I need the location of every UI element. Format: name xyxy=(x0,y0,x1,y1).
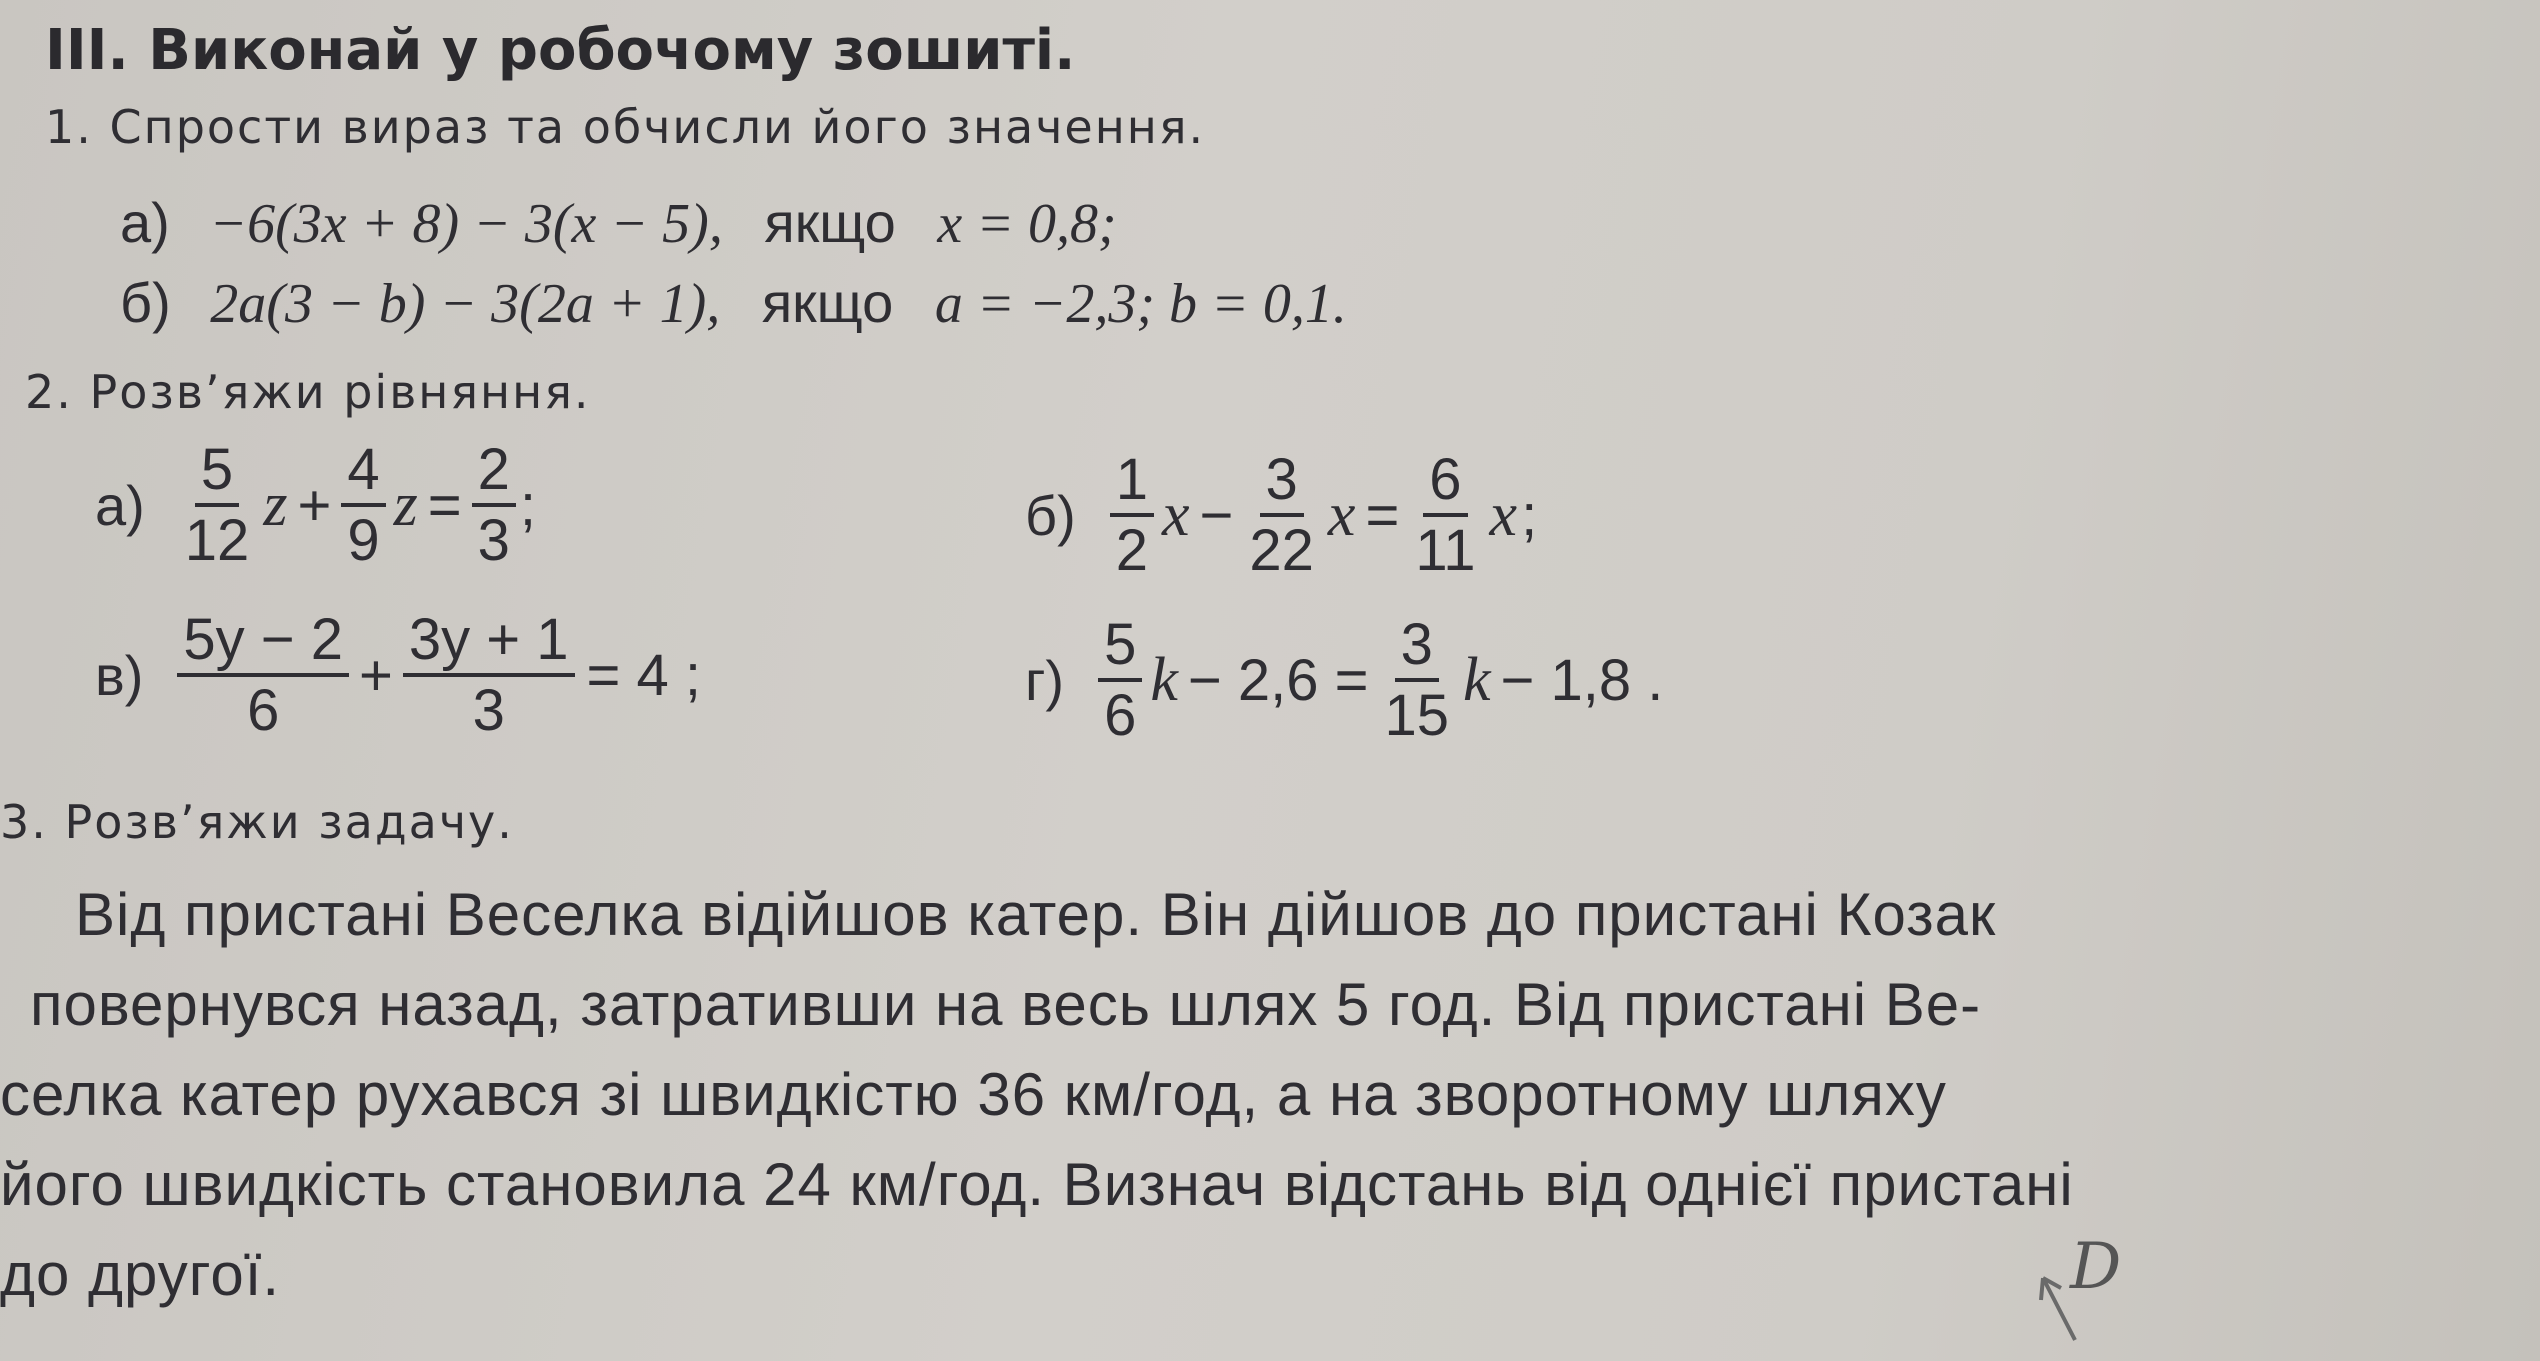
numerator: 4 xyxy=(341,440,385,507)
numerator: 3 xyxy=(1260,450,1304,517)
numerator: 5 xyxy=(195,440,239,507)
problem-line: повернувся назад, затративши на весь шлях 5 год. Від пристані Ве- xyxy=(30,971,1982,1038)
variable: x xyxy=(1327,480,1356,549)
pencil-arrow-icon xyxy=(2035,1270,2095,1350)
item-label: г) xyxy=(1025,648,1065,712)
denominator: 6 xyxy=(1104,683,1137,749)
numerator: 2 xyxy=(472,440,516,507)
task1-item-a xyxy=(120,190,1117,256)
denominator: 11 xyxy=(1415,518,1476,584)
denominator: 2 xyxy=(1115,518,1148,584)
equals-sign: = xyxy=(1365,482,1400,548)
item-label: в) xyxy=(95,643,144,707)
fraction xyxy=(472,437,516,574)
numerator: 5y − 2 xyxy=(177,610,349,677)
variable: k xyxy=(1463,645,1491,714)
variable: x xyxy=(1162,480,1190,549)
task2-heading: 2. Розв’яжи рівняння. xyxy=(25,365,591,419)
problem-line: до другої. xyxy=(0,1241,281,1308)
denominator: 3 xyxy=(477,508,510,574)
denominator: 15 xyxy=(1384,683,1449,749)
numerator: 1 xyxy=(1110,450,1154,517)
item-label: б) xyxy=(120,271,171,334)
item-label: а) xyxy=(95,473,145,537)
fraction xyxy=(1378,612,1455,749)
numerator: 3 xyxy=(1395,615,1439,682)
terminator: ; xyxy=(1521,482,1538,548)
denominator: 22 xyxy=(1249,518,1314,584)
variable: x xyxy=(1489,480,1518,549)
fraction xyxy=(341,437,385,574)
problem-line: Від пристані Веселка відійшов катер. Він дійшов до пристані Козак xyxy=(75,881,1997,948)
expression: −6(3x + 8) − 3(x − 5), xyxy=(209,193,723,255)
fraction xyxy=(179,437,256,574)
variable: k xyxy=(1150,645,1178,714)
fraction xyxy=(1243,447,1320,584)
numerator: 5 xyxy=(1098,615,1142,682)
expression: 2a(3 − b) − 3(2a + 1), xyxy=(210,273,721,335)
item-label: б) xyxy=(1025,483,1076,547)
equation-a xyxy=(95,437,536,574)
condition-word: якщо xyxy=(761,271,894,334)
operator: + xyxy=(359,642,393,708)
numerator: 6 xyxy=(1423,450,1467,517)
fraction xyxy=(1098,612,1142,749)
variable: z xyxy=(393,470,418,539)
middle-term: − 2,6 = xyxy=(1187,647,1369,713)
fraction xyxy=(1110,447,1154,584)
terminator: ; xyxy=(519,472,536,538)
condition: a = −2,3; b = 0,1. xyxy=(934,273,1347,335)
right-hand-side: = 4 ; xyxy=(586,642,702,708)
denominator: 6 xyxy=(247,678,280,744)
fraction xyxy=(177,607,349,744)
condition: x = 0,8; xyxy=(937,193,1117,255)
task3-heading: 3. Розв’яжи задачу. xyxy=(0,795,514,849)
equation-g xyxy=(1025,612,1669,749)
operator: + xyxy=(297,472,332,538)
denominator: 12 xyxy=(184,508,250,574)
variable: z xyxy=(263,470,288,539)
operator: − xyxy=(1199,482,1234,548)
equation-v xyxy=(95,607,702,744)
equation-b xyxy=(1025,447,1538,584)
problem-line: його швидкість становила 24 км/год. Визнач відстань від однієї пристані xyxy=(0,1151,2074,1218)
fraction xyxy=(1409,447,1481,584)
denominator: 3 xyxy=(472,678,505,744)
task1-heading: 1. Спрости вираз та обчисли його значення. xyxy=(45,100,1206,154)
terminator: − 1,8 . xyxy=(1500,647,1664,713)
item-label: а) xyxy=(120,191,170,254)
section-title: ІІІ. Виконай у робочому зошиті. xyxy=(45,18,1076,83)
numerator: 3y + 1 xyxy=(403,610,575,677)
fraction xyxy=(403,607,575,744)
task1-item-b xyxy=(120,270,1347,336)
condition-word: якщо xyxy=(764,191,896,254)
equals-sign: = xyxy=(427,472,462,538)
denominator: 9 xyxy=(347,508,380,574)
pencil-letter-annotation: D xyxy=(2070,1230,2122,1304)
problem-line: селка катер рухався зі швидкістю 36 км/год, а на зворотному шляху xyxy=(0,1061,1947,1128)
